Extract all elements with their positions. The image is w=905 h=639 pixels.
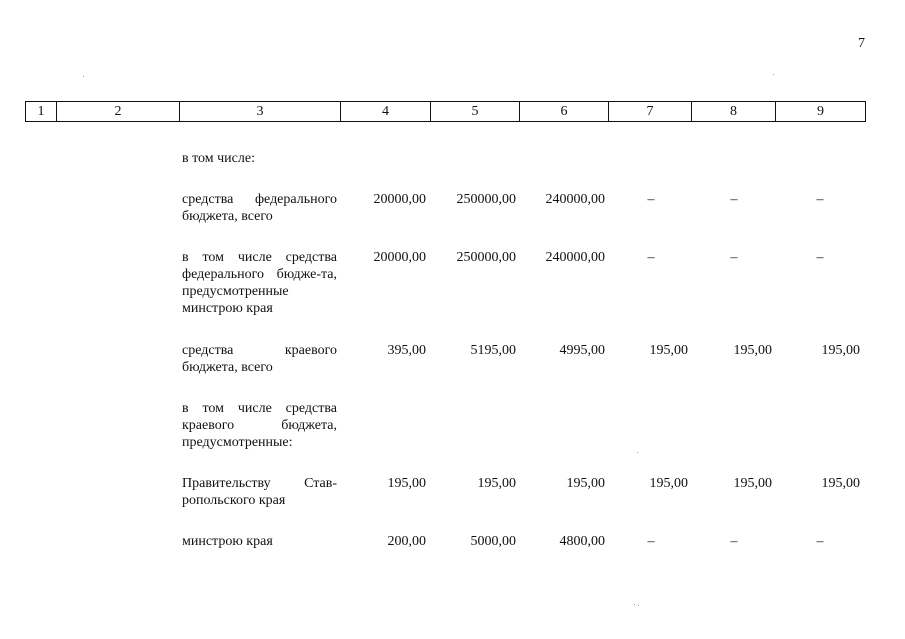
header-col-7: 7 bbox=[609, 102, 692, 122]
header-col-3: 3 bbox=[180, 102, 341, 122]
cell-col-9: 195,00 bbox=[821, 343, 860, 358]
cell-col-8: – bbox=[730, 250, 738, 265]
cell-col-8: 195,00 bbox=[733, 343, 772, 358]
cell-col-4: 200,00 bbox=[387, 534, 426, 549]
cell-col-7: – bbox=[647, 192, 655, 207]
cell-col-4: 395,00 bbox=[387, 343, 426, 358]
cell-col-7: 195,00 bbox=[649, 343, 688, 358]
cell-col-9: – bbox=[816, 534, 824, 549]
scan-speck bbox=[638, 605, 639, 606]
cell-col-4: 20000,00 bbox=[373, 250, 426, 265]
header-col-1: 1 bbox=[26, 102, 57, 122]
cell-col-6: 240000,00 bbox=[545, 192, 605, 207]
scan-speck bbox=[637, 452, 638, 453]
row-label: средства краевого бюджета, всего bbox=[182, 343, 337, 375]
row-label: средства федерального бюджета, всего bbox=[182, 192, 337, 224]
cell-col-7: 195,00 bbox=[649, 476, 688, 491]
cell-col-5: 250000,00 bbox=[456, 192, 516, 207]
row-label: минстрою края bbox=[182, 534, 273, 549]
row-label: в том числе средства краевого бюджета, предусмотренные: bbox=[182, 401, 337, 450]
cell-col-8: – bbox=[730, 534, 738, 549]
cell-col-6: 195,00 bbox=[566, 476, 605, 491]
scan-speck bbox=[773, 74, 774, 75]
cell-col-6: 4995,00 bbox=[559, 343, 605, 358]
cell-col-9: – bbox=[816, 250, 824, 265]
cell-col-4: 20000,00 bbox=[373, 192, 426, 207]
row-label: в том числе: bbox=[182, 151, 255, 166]
column-number-header bbox=[25, 101, 866, 122]
cell-col-5: 5195,00 bbox=[470, 343, 516, 358]
header-col-8: 8 bbox=[692, 102, 776, 122]
header-col-6: 6 bbox=[520, 102, 609, 122]
cell-col-5: 250000,00 bbox=[456, 250, 516, 265]
row-label: в том числе средства федерального бюдже-та, предусмотренные минстрою края bbox=[182, 250, 337, 316]
cell-col-8: 195,00 bbox=[733, 476, 772, 491]
cell-col-5: 5000,00 bbox=[470, 534, 516, 549]
header-col-2: 2 bbox=[57, 102, 180, 122]
scan-speck bbox=[634, 604, 635, 605]
header-col-5: 5 bbox=[431, 102, 520, 122]
header-col-9: 9 bbox=[776, 102, 866, 122]
cell-col-6: 4800,00 bbox=[559, 534, 605, 549]
cell-col-8: – bbox=[730, 192, 738, 207]
cell-col-5: 195,00 bbox=[477, 476, 516, 491]
row-label: Правительству Став-ропольского края bbox=[182, 476, 337, 508]
cell-col-9: – bbox=[816, 192, 824, 207]
scan-speck bbox=[83, 76, 84, 77]
page-number: 7 bbox=[858, 36, 865, 51]
cell-col-6: 240000,00 bbox=[545, 250, 605, 265]
cell-col-4: 195,00 bbox=[387, 476, 426, 491]
cell-col-7: – bbox=[647, 534, 655, 549]
header-col-4: 4 bbox=[341, 102, 431, 122]
cell-col-7: – bbox=[647, 250, 655, 265]
cell-col-9: 195,00 bbox=[821, 476, 860, 491]
